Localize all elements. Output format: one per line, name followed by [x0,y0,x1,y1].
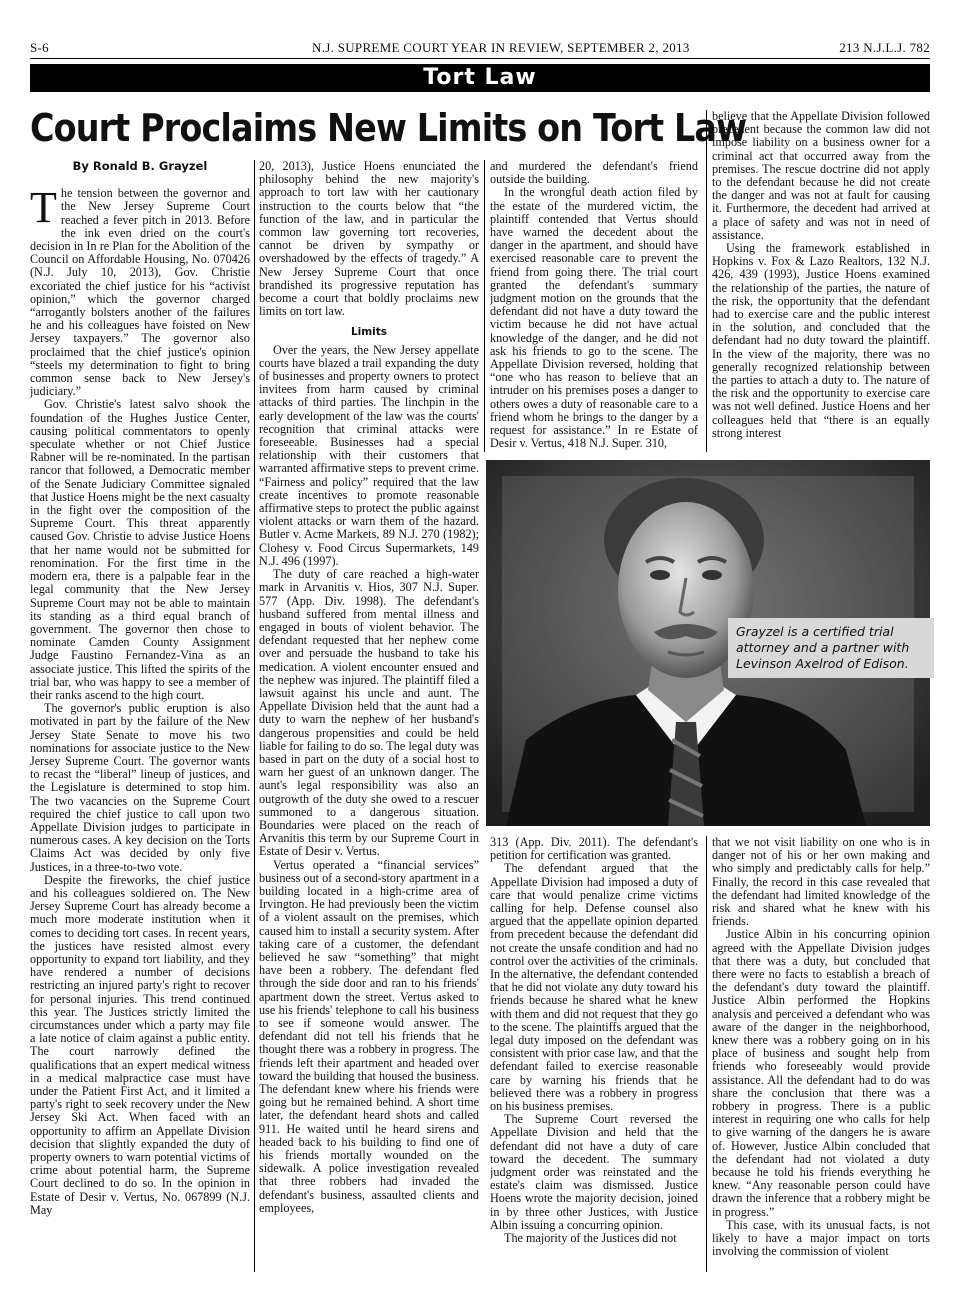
column-2 [259,160,479,1272]
column-divider [254,160,255,1272]
col1-para-3: The governor's public eruption is also motivated in part by the failure of the New Jersey State Senate to move his two nominations for associate justice to the New Jersey Supreme Court. The governor wants to recast the “liberal” lineup of justices, and the Legislature is determined to stop him. The two vacancies on the Supreme Court required the chief justice to call upon two Appellate Division judges to participate in numerous cases. A key decision on the Torts Claims Act was decided by only five Justices, in a three-to-two vote. [30,701,250,874]
section-banner: Tort Law [30,64,930,92]
col4-para-5: This case, with its unusual facts, is not likely to have a major impact on torts involving the commission of violent [712,1217,930,1259]
col4-para-1: believe that the Appellate Division followed precedent because the common law did not impose liability on a business owner for a criminal act that occurred away from the premises. The rescue doctrine did not apply to the defendant because he did not create the danger and was not at fault for causing it. Furthermore, the decedent had arrived at a place of safety and was not in need of assistance. [712,110,930,242]
col3-para-2: In the wrongful death action filed by the estate of the murdered victim, the plaintiff contended that Vertus should have warned the decedent about the danger in the apartment, and should have exercised reasonable care to prevent the friend from going there. The trial court granted the defendant's summary judgment motion on the grounds that the defendant did not have a duty toward the victim because he did not have actual knowledge of the danger, and he did not ask his friends to go to the scene. The Appellate Division reversed, holding that “one who has reason to believe that an intruder on his premises poses a danger to others owes a duty of reasonable care to a friend whom he brings to the danger by a request for assistance.” In re Estate of Desir v. Vertus, 418 N.J. Super. 310, [490,185,698,451]
col1-para-4: Despite the fireworks, the chief justice and his colleagues soldiered on. The New Jersey Supreme Court has already become a much more moderate institution when it comes to deciding tort cases. In recent years, the justices have resisted almost every opportunity to expand tort liability, and they have rendered a number of decisions restricting an injured party's right to recover for personal injuries. This trend continued this year. The Justices strictly limited the circumstances under which a party may file a late notice of claim against a public entity. The court narrowly defined the qualifications that an expert medical witness in a medical malpractice case must have under the Patient First Act, and it limited a party's right to seek recovery under the New Jersey Ski Act. When faced with an opportunity to affirm an Appellate Division decision that slightly expanded the duty of property owners to warn potential victims of crime about potential harm, the Supreme Court declined to do so. In the opinion in Estate of Desir v. Vertus, No. 067899 (N.J. May [30,872,250,1217]
column-divider [484,160,485,452]
col2-para-1: 20, 2013), Justice Hoens enunciated the philosophy behind the new majority's approach to tort law with her cautionary instruction to the courts below that “the function of the law, and in particular the common law governing tort recoveries, cannot be driven by sympathy or overshadowed by the effects of tragedy.” A New Jersey Supreme Court that once brandished its progressive reputation has become a court that boldly proclaims new limits on tort law. [259,160,479,319]
subhead-limits: Limits [350,326,388,339]
page-header [30,40,930,56]
photo-caption: Grayzel is a certified trial attorney and a partner with Levinson Axelrod of Edison. [728,618,934,678]
column-divider [706,110,707,452]
drop-cap: T [30,183,57,233]
col3-para-6: The majority of the Justices did not [504,1231,677,1246]
col4-para-4: Justice Albin in his concurring opinion agreed with the Appellate Division judges that there was a duty, but concluded that there were no facts to establish a breach of the defendant's duty toward the plaintiff. Justice Albin performed the Hopkins analysis and perceived a defendant who was aware of the danger in the neighborhood, knew there was a robbery going on in his place of business and sought help from friends who foreseeably would provide assistance. All the defendant had to do was share the conclusion that there was a robbery in progress. There is a public interest in requiring one who calls for help to give warning of the dangers he is aware of. However, Justice Albin concluded that the defendant had not violated a duty because he told his friends everything he knew. “Any reasonable person could have drawn the inference that a robbery might be in progress.” [712,927,930,1219]
col3-para-1: and murdered the defendant's friend outside the building. [490,160,698,187]
col4-para-2: Using the framework established in Hopkins v. Fox & Lazo Realtors, 132 N.J. 426, 439 (1993), Justice Hoens examined the relationship of the parties, the nature of the risk, the opportunity that the defendant had to exercise care and the public interest in the solution, and concluded that the defendant had no duty toward the plaintiff. In the view of the majority, there was no generally recognized relationship between the parties to attach a duty to. The nature of the risk and the opportunity to exercise care was not well defined. Justice Hoens and her colleagues held that “there is an equally strong interest [712,241,930,440]
col3-para-3: 313 (App. Div. 2011). The defendant's petition for certification was granted. [490,836,698,863]
col2-para-3: The duty of care reached a high-water mark in Arvanitis v. Hios, 307 N.J. Super. 577 (App. Div. 1998). The defendant's husband suffered from mental illness and engaged in bouts of violent behavior. The defendant requested that her nephew come over and persuade the husband to take his medication. A violent encounter ensued and the nephew was injured. The plaintiff filed a lawsuit against his uncle and aunt. The Appellate Division held that the aunt had a duty to warn the nephew of her husband's dangerous propensities and could be held liable for failing to do so. The legal duty was based in part on the duty of a social host to warn her guest of an unknown danger. The aunt's legal responsibility was also an outgrowth of the duty she owed to a rescuer summoned to a dangerous situation. Boundaries were placed on the reach of Arvanitis this term by our Supreme Court in Estate of Desir v. Vertus. [259,567,479,859]
col4-para-3: that we not visit liability on one who is in danger not of his or her own making and who simply and predictably calls for help.” Finally, the record in this case revealed that the defendant had limited knowledge of the risk and shared what he knew with his friends. [712,836,930,929]
col3-para-4: The defendant argued that the Appellate Division had imposed a duty of care that would penalize crime victims calling for help. Defense counsel also argued that the appellate opinion departed from precedent because the defendant did not create the unsafe condition and had no control over the activities of the criminals. In the alternative, the defendant contended that he did not violate any duty toward his friends because he shared what he knew with them and did not request that they go to the scene. The plaintiffs argued that the legal duty imposed on the defendant was consistent with prior case law, and that the defendant failed to exercise reasonable care by warning his friends that he believed there was a robbery in progress on his business premises. [490,861,698,1114]
column-3-top [490,160,698,452]
column-divider [706,836,707,1272]
col2-para-2: Over the years, the New Jersey appellate courts have blazed a trail expanding the duty of businesses and property owners to protect invitees from harm caused by criminal attacks of third parties. The linchpin in the early development of the law was the courts' recognition that criminal attacks were foreseeable. Businesses had a special relationship with their customers that warranted affirmative steps to prevent crime. “Fairness and policy” required that the law create incentives to promote reasonable affirmative steps to protect the public against violent attacks or warn them of the hazard. Butler v. Acme Markets, 89 N.J. 270 (1982); Clohesy v. Food Circus Supermarkets, 149 N.J. 496 (1997). [259,342,479,568]
column-3-bottom [490,836,698,1272]
column-1 [30,160,250,1272]
col1-para-1: The tension between the governor and the New Jersey Supreme Court reached a fever pitch in 2013. Before the ink even dried on the court's decision in In re Plan for the Abolition of the Council on Affordable Housing, No. 070426 (N.J. July 10, 2013), Gov. Christie excoriated the chief justice for his “activist opinion,” which the governor charged “arrogantly bolsters another of the failures he and his colleagues have foisted on New Jersey taxpayers.” The governor also proclaimed that the chief justice's opinion “steels my determination to fight to bring common sense back to New Jersey's judiciary.” [30,183,250,399]
byline: By Ronald B. Grayzel [72,160,208,173]
column-4-bottom [712,836,930,1272]
page-number: S-6 [30,40,49,55]
header-rule [30,58,930,59]
publication-line: N.J. SUPREME COURT YEAR IN REVIEW, SEPTEMBER 2, 2013 [312,40,690,55]
citation: 213 N.J.L.J. 782 [839,40,930,55]
column-4-top [712,110,930,452]
col2-para-4: Vertus operated a “financial services” business out of a second-story apartment in a building located in a high-crime area of Irvington. He had previously been the victim of a violent assault on the premises, which caused him to install a security system. After taking care of a customer, the defendant believed he saw “something” that might have been a robbery. The defendant fled through the side door and ran to his friends' apartment down the street. Vertus asked to use his friends' telephone to call his business to see if someone would answer. The defendant did not tell his friends that he thought there was a robbery in progress. The friends left their apartment and headed over toward the building that housed the business. The defendant knew where his friends were going but he remained behind. A short time later, the defendant heard shots and called 911. He waited until he heard sirens and headed back to his building to find one of his friends mortally wounded on the sidewalk. A police investigation revealed that three robbers had invaded the defendant's business, assaulted clients and employees, [259,857,479,1215]
col3-para-5: The Supreme Court reversed the Appellate Division and held that the defendant did not have a duty of care toward the decedent. The summary judgment order was reinstated and the estate's claim was dismissed. Justice Hoens wrote the majority decision, joined in by three other Justices, with Justice Albin issuing a concurring opinion. [490,1112,698,1232]
col1-para-2: Gov. Christie's latest salvo shook the foundation of the Hughes Justice Center, causing political commentators to openly speculate whether or not Chief Justice Rabner will be re-nominated. In the partisan rancor that followed, a Democratic member of the Senate Judiciary Committee signaled that Justice Hoens might be the next casualty in the fight over the composition of the Supreme Court. This threat apparently caused Gov. Christie to advise Justice Hoens that her name would not be submitted for renomination. For the first time in the modern era, there is a palpable fear in the legal community that the New Jersey Supreme Court may not be able to maintain its standing as a third equal branch of government. The governor then chose to nominate Camden County Assignment Judge Faustino Fernandez-Vina as an associate justice. This lifted the spirits of the trial bar, who was happy to see a member of their ranks ascend to the high court. [30,397,250,702]
headline: Court Proclaims New Limits on Tort Law [30,106,747,150]
